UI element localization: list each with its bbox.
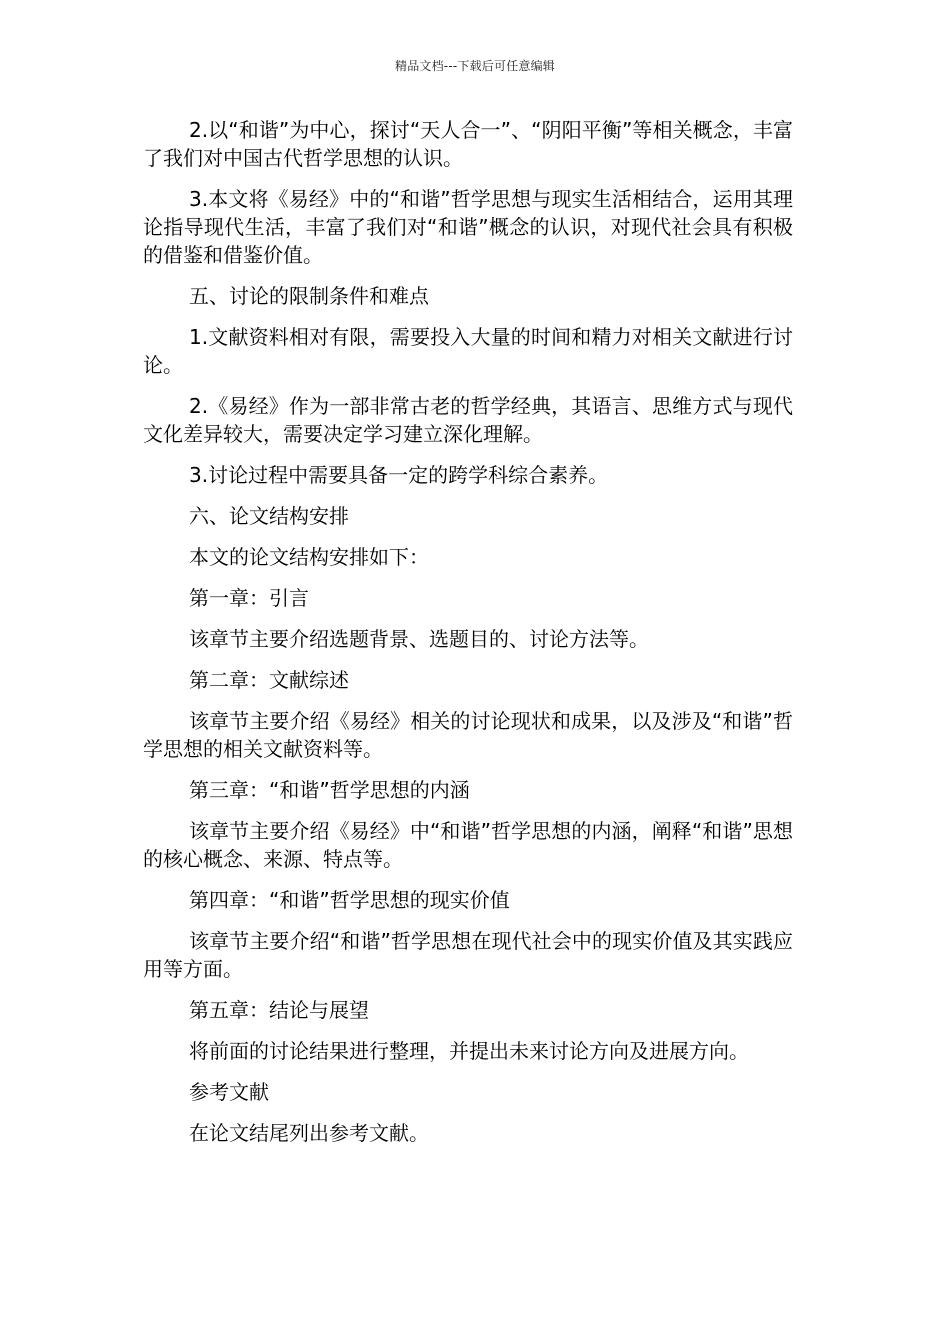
chapter-2-title: 第二章：文献综述 — [189, 668, 349, 692]
chapter-4-description: 该章节主要介绍“和谐”哲学思想在现代社会中的现实价值及其实践应用等方面。 — [143, 929, 793, 981]
paragraph-limitation-3: 3.讨论过程中需要具备一定的跨学科综合素养。 — [189, 463, 609, 487]
page-header: 精品文档---下载后可任意编辑 — [395, 59, 555, 73]
chapter-1-description: 该章节主要介绍选题背景、选题目的、讨论方法等。 — [189, 627, 649, 651]
references-description: 在论文结尾列出参考文献。 — [189, 1121, 429, 1145]
chapter-5-title: 第五章：结论与展望 — [189, 998, 369, 1022]
chapter-1-title: 第一章：引言 — [189, 586, 309, 610]
section-heading-structure: 六、论文结构安排 — [189, 504, 349, 528]
paragraph-limitation-2: 2.《易经》作为一部非常古老的哲学经典，其语言、思维方式与现代文化差异较大，需要决定学习建立深化理解。 — [143, 394, 793, 446]
chapter-3-description: 该章节主要介绍《易经》中“和谐”哲学思想的内涵，阐释“和谐”思想的核心概念、来源、特点等。 — [143, 819, 793, 871]
section-heading-limitations: 五、讨论的限制条件和难点 — [189, 284, 429, 308]
chapter-4-title: 第四章：“和谐”哲学思想的现实价值 — [189, 888, 510, 912]
chapter-3-title: 第三章：“和谐”哲学思想的内涵 — [189, 778, 470, 802]
paragraph-limitation-1: 1.文献资料相对有限，需要投入大量的时间和精力对相关文献进行讨论。 — [143, 325, 793, 377]
chapter-2-description: 该章节主要介绍《易经》相关的讨论现状和成果，以及涉及“和谐”哲学思想的相关文献资料等。 — [143, 709, 793, 761]
references-title: 参考文献 — [189, 1080, 269, 1104]
paragraph-structure-intro: 本文的论文结构安排如下： — [189, 545, 429, 569]
paragraph-contribution-2: 2.以“和谐”为中心，探讨“天人合一”、“阴阳平衡”等相关概念，丰富了我们对中国古代哲学思想的认识。 — [143, 118, 793, 170]
document-body — [143, 116, 793, 1160]
chapter-5-description: 将前面的讨论结果进行整理，并提出未来讨论方向及进展方向。 — [189, 1039, 749, 1063]
paragraph-contribution-3: 3.本文将《易经》中的“和谐”哲学思想与现实生活相结合，运用其理论指导现代生活，丰富了我们对“和谐”概念的认识，对现代社会具有积极的借鉴和借鉴价值。 — [143, 187, 793, 267]
